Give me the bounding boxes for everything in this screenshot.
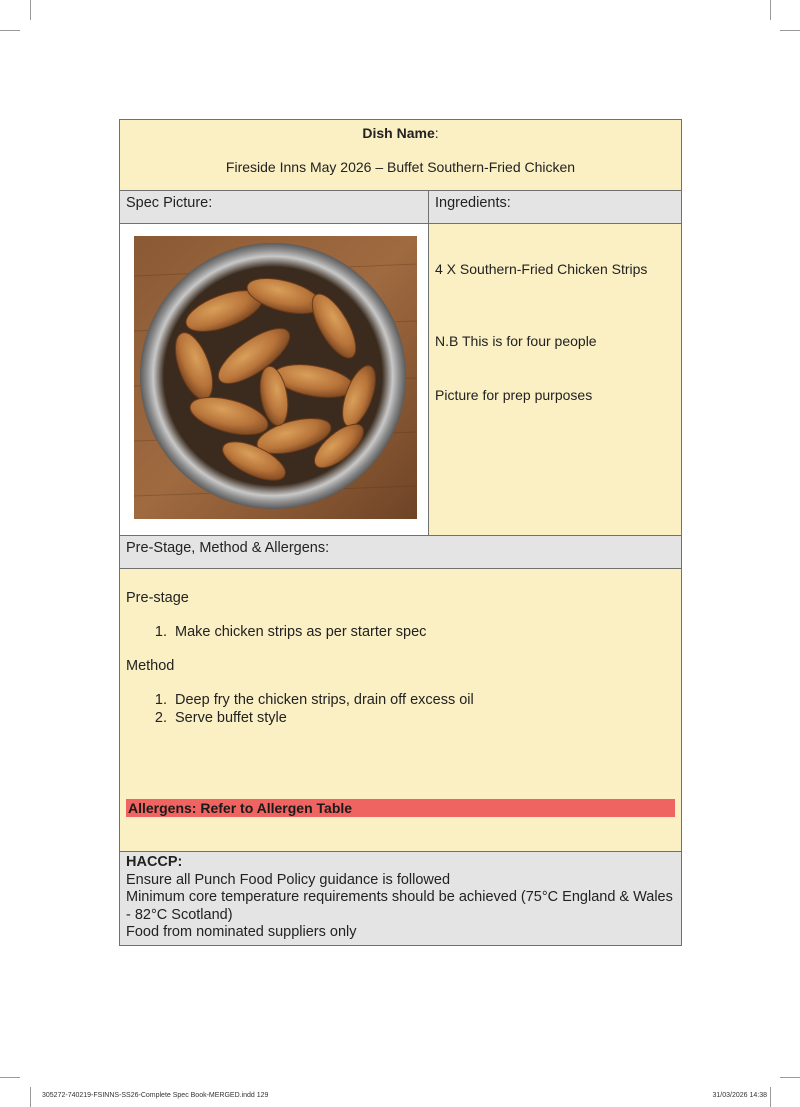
dish-name-colon: : [434, 125, 439, 141]
ingredients-cell [429, 224, 682, 536]
spec-picture-header: Spec Picture: [120, 191, 429, 224]
crop-mark [30, 0, 31, 20]
haccp-line: Ensure all Punch Food Policy guidance is followed [126, 871, 451, 888]
crop-mark [780, 30, 800, 31]
haccp-line: Minimum core temperature requirements should be achieved (75°C England & Wales - 82°C Scotland) [126, 889, 673, 923]
dish-name-label: Dish Name [362, 125, 435, 141]
prestage-heading: Pre-stage [126, 590, 189, 606]
spec-sheet-table [119, 119, 682, 946]
dish-name: Fireside Inns May 2026 – Buffet Southern-Fried Chicken [225, 159, 576, 175]
chicken-strips-photo [134, 236, 417, 519]
footer-file-info: 305272-740219-FSINNS-SS26-Complete Spec Book-MERGED.indd 129 [42, 1092, 269, 1099]
method-steps [126, 691, 675, 727]
crop-mark [30, 1087, 31, 1107]
ingredient-item: 4 X Southern-Fried Chicken Strips [435, 261, 648, 277]
dish-title-cell [120, 120, 682, 191]
allergens-banner: Allergens: Refer to Allergen Table [126, 799, 675, 817]
haccp-line: Food from nominated suppliers only [126, 924, 357, 940]
crop-mark [0, 1077, 20, 1078]
haccp-heading: HACCP: [126, 854, 183, 870]
method-step: 1. Deep fry the chicken strips, drain off excess oil [171, 691, 675, 709]
footer-timestamp: 31/03/2026 14:38 [712, 1092, 767, 1099]
spec-picture-cell [120, 224, 429, 536]
method-cell [120, 569, 682, 852]
crop-mark [780, 1077, 800, 1078]
crop-mark [770, 0, 771, 20]
ingredients-note: N.B This is for four people [435, 333, 597, 349]
ingredients-header: Ingredients: [429, 191, 682, 224]
prestage-steps [126, 623, 675, 641]
method-header: Pre-Stage, Method & Allergens: [120, 536, 682, 569]
prestage-step: 1. Make chicken strips as per starter spec [171, 623, 675, 641]
crop-mark [770, 1087, 771, 1107]
picture-note: Picture for prep purposes [435, 387, 593, 403]
method-heading: Method [126, 658, 175, 674]
crop-mark [0, 30, 20, 31]
haccp-cell [120, 852, 682, 946]
method-step: 2. Serve buffet style [171, 709, 675, 727]
